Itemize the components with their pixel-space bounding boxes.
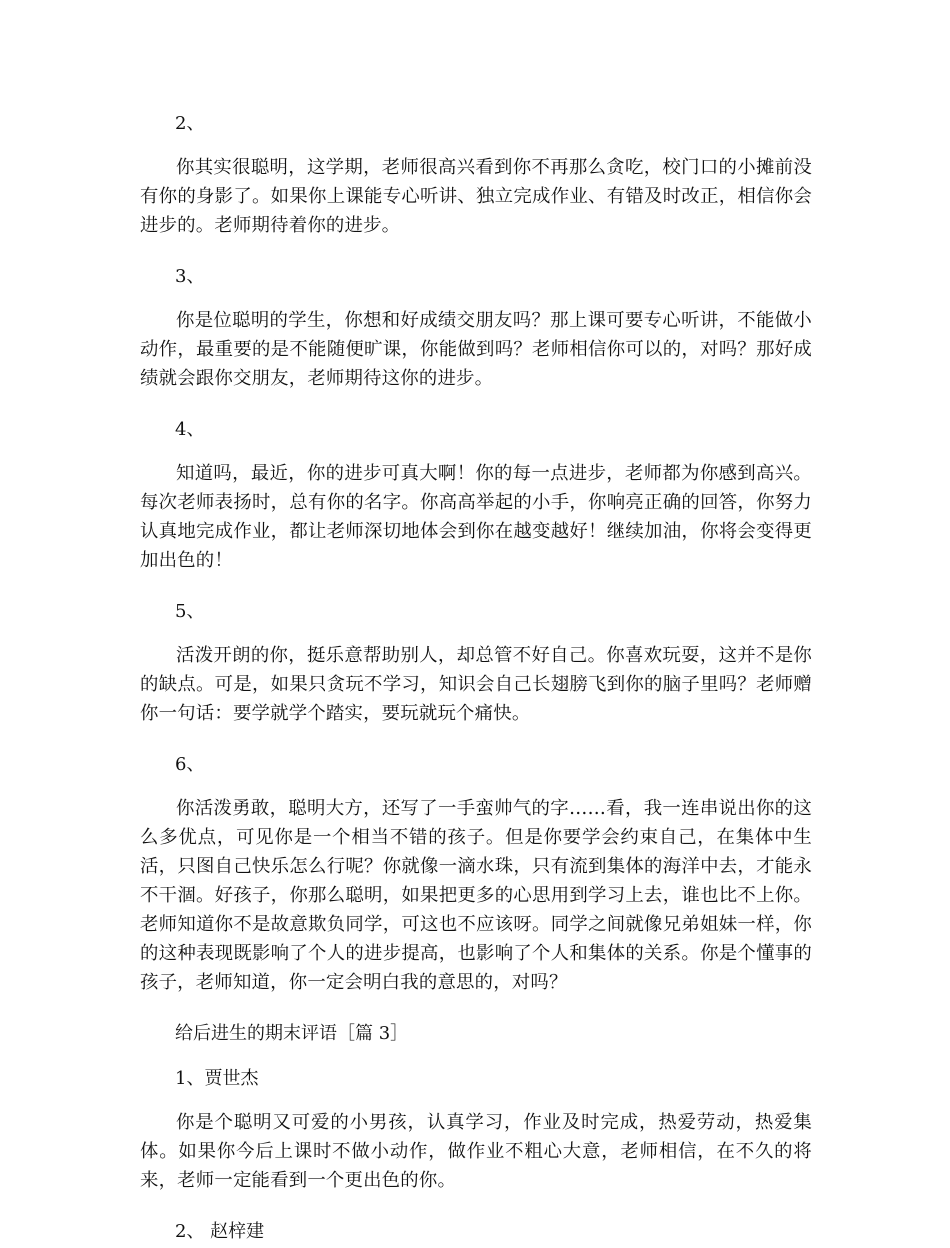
- item-number: 5、: [175, 601, 205, 622]
- comment-paragraph: 你其实很聪明，这学期，老师很高兴看到你不再那么贪吃，校门口的小摊前没有你的身影了。如果你上课能专心听讲、独立完成作业、有错及时改正，相信你会进步的。老师期待着你的进步。: [140, 157, 812, 236]
- item-number: 2、: [175, 113, 205, 134]
- student-entry-heading: 2、 赵梓建: [175, 1221, 265, 1242]
- comment-paragraph: 知道吗，最近，你的进步可真大啊！你的每一点进步，老师都为你感到高兴。每次老师表扬时，总有你的名字。你高高举起的小手，你响亮正确的回答，你努力认真地完成作业，都让老师深切地体会到你在越变越好！继续加油，你将会变得更加出色的！: [140, 463, 812, 571]
- section-heading: 给后进生的期末评语［篇 3］: [175, 1023, 409, 1044]
- comment-paragraph: 你是个聪明又可爱的小男孩，认真学习，作业及时完成，热爱劳动，热爱集体。如果你今后上课时不做小动作，做作业不粗心大意，老师相信，在不久的将来，老师一定能看到一个更出色的你。: [140, 1112, 812, 1191]
- comment-paragraph: 你是位聪明的学生，你想和好成绩交朋友吗？那上课可要专心听讲，不能做小动作，最重要的是不能随便旷课，你能做到吗？老师相信你可以的，对吗？那好成绩就会跟你交朋友，老师期待这你的进步。: [140, 310, 812, 389]
- document-page: [140, 108, 812, 1248]
- comment-paragraph: 活泼开朗的你，挺乐意帮助别人，却总管不好自己。你喜欢玩耍，这并不是你的缺点。可是，如果只贪玩不学习，知识会自己长翅膀飞到你的脑子里吗？老师赠你一句话：要学就学个踏实，要玩就玩个痛快。: [140, 645, 812, 724]
- comment-paragraph: 你活泼勇敢，聪明大方，还写了一手蛮帅气的字……看，我一连串说出你的这么多优点，可见你是一个相当不错的孩子。但是你要学会约束自己，在集体中生活，只图自己快乐怎么行呢？你就像一滴水珠，只有流到集体的海洋中去，才能永不干涸。好孩子，你那么聪明，如果把更多的心思用到学习上去，谁也比不上你。老师知道你不是故意欺负同学，可这也不应该呀。同学之间就像兄弟姐妹一样，你的这种表现既影响了个人的进步提高，也影响了个人和集体的关系。你是个懂事的孩子，老师知道，你一定会明白我的意思的，对吗？: [140, 798, 812, 993]
- student-entry-heading: 1、贾世杰: [175, 1068, 259, 1089]
- item-number: 4、: [175, 419, 205, 440]
- item-number: 3、: [175, 266, 205, 287]
- item-number: 6、: [175, 754, 205, 775]
